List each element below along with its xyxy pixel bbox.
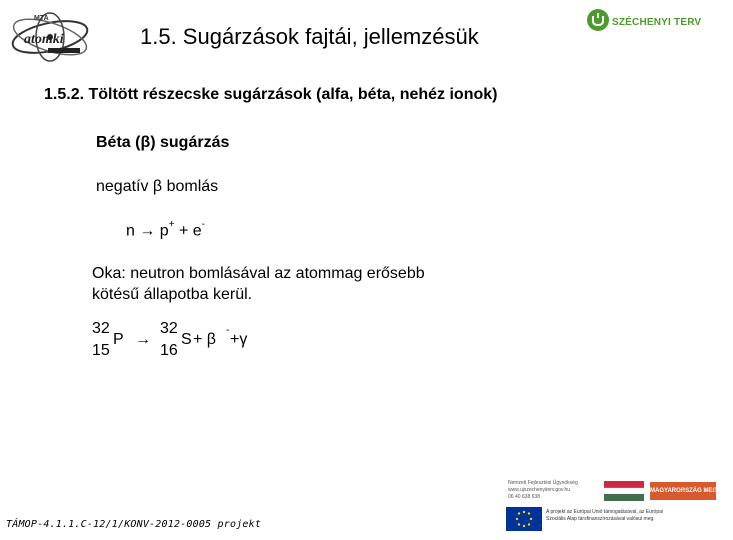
eu-text-1: A projekt az Európai Unió támogatásával, az Európai	[546, 509, 664, 515]
equation-lhs: n → p	[126, 222, 169, 240]
szechenyi-leaf-icon	[586, 8, 610, 32]
neutron-decay-equation	[126, 221, 205, 240]
gamma-term: +γ	[230, 331, 248, 348]
explanation-line-1: Oka: neutron bomlásával az atommag erősebb	[92, 265, 425, 282]
project-code: TÁMOP-4.1.1.C-12/1/KONV-2012-0005 projekt	[6, 519, 262, 530]
explanation-line-2: kötésű állapotba kerül.	[92, 286, 253, 303]
szechenyi-terv-logo	[586, 6, 714, 46]
p-atomic-number: 15	[92, 342, 110, 359]
negative-beta-decay-text: negatív β bomlás	[96, 178, 219, 195]
s-symbol: S	[181, 331, 192, 348]
hungary-flag-icon	[604, 481, 644, 501]
eu-text-2: Szociális Alap társfinanszírozásával valósul meg.	[546, 516, 655, 522]
beta-term: + β	[193, 331, 216, 348]
agency-text-3: 06 40 638 638	[508, 494, 540, 500]
explanation-paragraph	[92, 263, 425, 305]
s-atomic-number: 16	[160, 342, 178, 359]
szechenyi-terv-text: SZÉCHENYI TERV	[612, 17, 702, 28]
p-mass-number: 32	[92, 320, 110, 337]
electron-charge: -	[201, 219, 206, 230]
electron-term: + e	[174, 222, 202, 240]
atomki-logo	[4, 8, 104, 64]
hungary-renews-badge: MAGYARORSZÁG MEGÚJUL	[650, 482, 716, 500]
eu-flag-icon	[506, 507, 542, 531]
reaction-arrow: →	[135, 331, 151, 348]
agency-text-1: Nemzeti Fejlesztési Ügynökség	[508, 480, 578, 486]
p-symbol: P	[113, 331, 124, 348]
page-title: 1.5. Sugárzások fajtái, jellemzésük	[140, 24, 479, 49]
beta-charge: -	[226, 325, 230, 336]
s-mass-number: 32	[160, 320, 178, 337]
proton-charge: +	[168, 219, 175, 230]
beta-heading: Béta (β) sugárzás	[96, 134, 230, 151]
atomki-logo-text: atomki	[24, 32, 64, 47]
svg-text:MTA: MTA	[34, 15, 49, 22]
agency-text-2: www.ujszechenyiterv.gov.hu	[508, 487, 571, 493]
section-subtitle: 1.5.2. Töltött részecske sugárzások (alfa, béta, nehéz ionok)	[44, 86, 498, 103]
